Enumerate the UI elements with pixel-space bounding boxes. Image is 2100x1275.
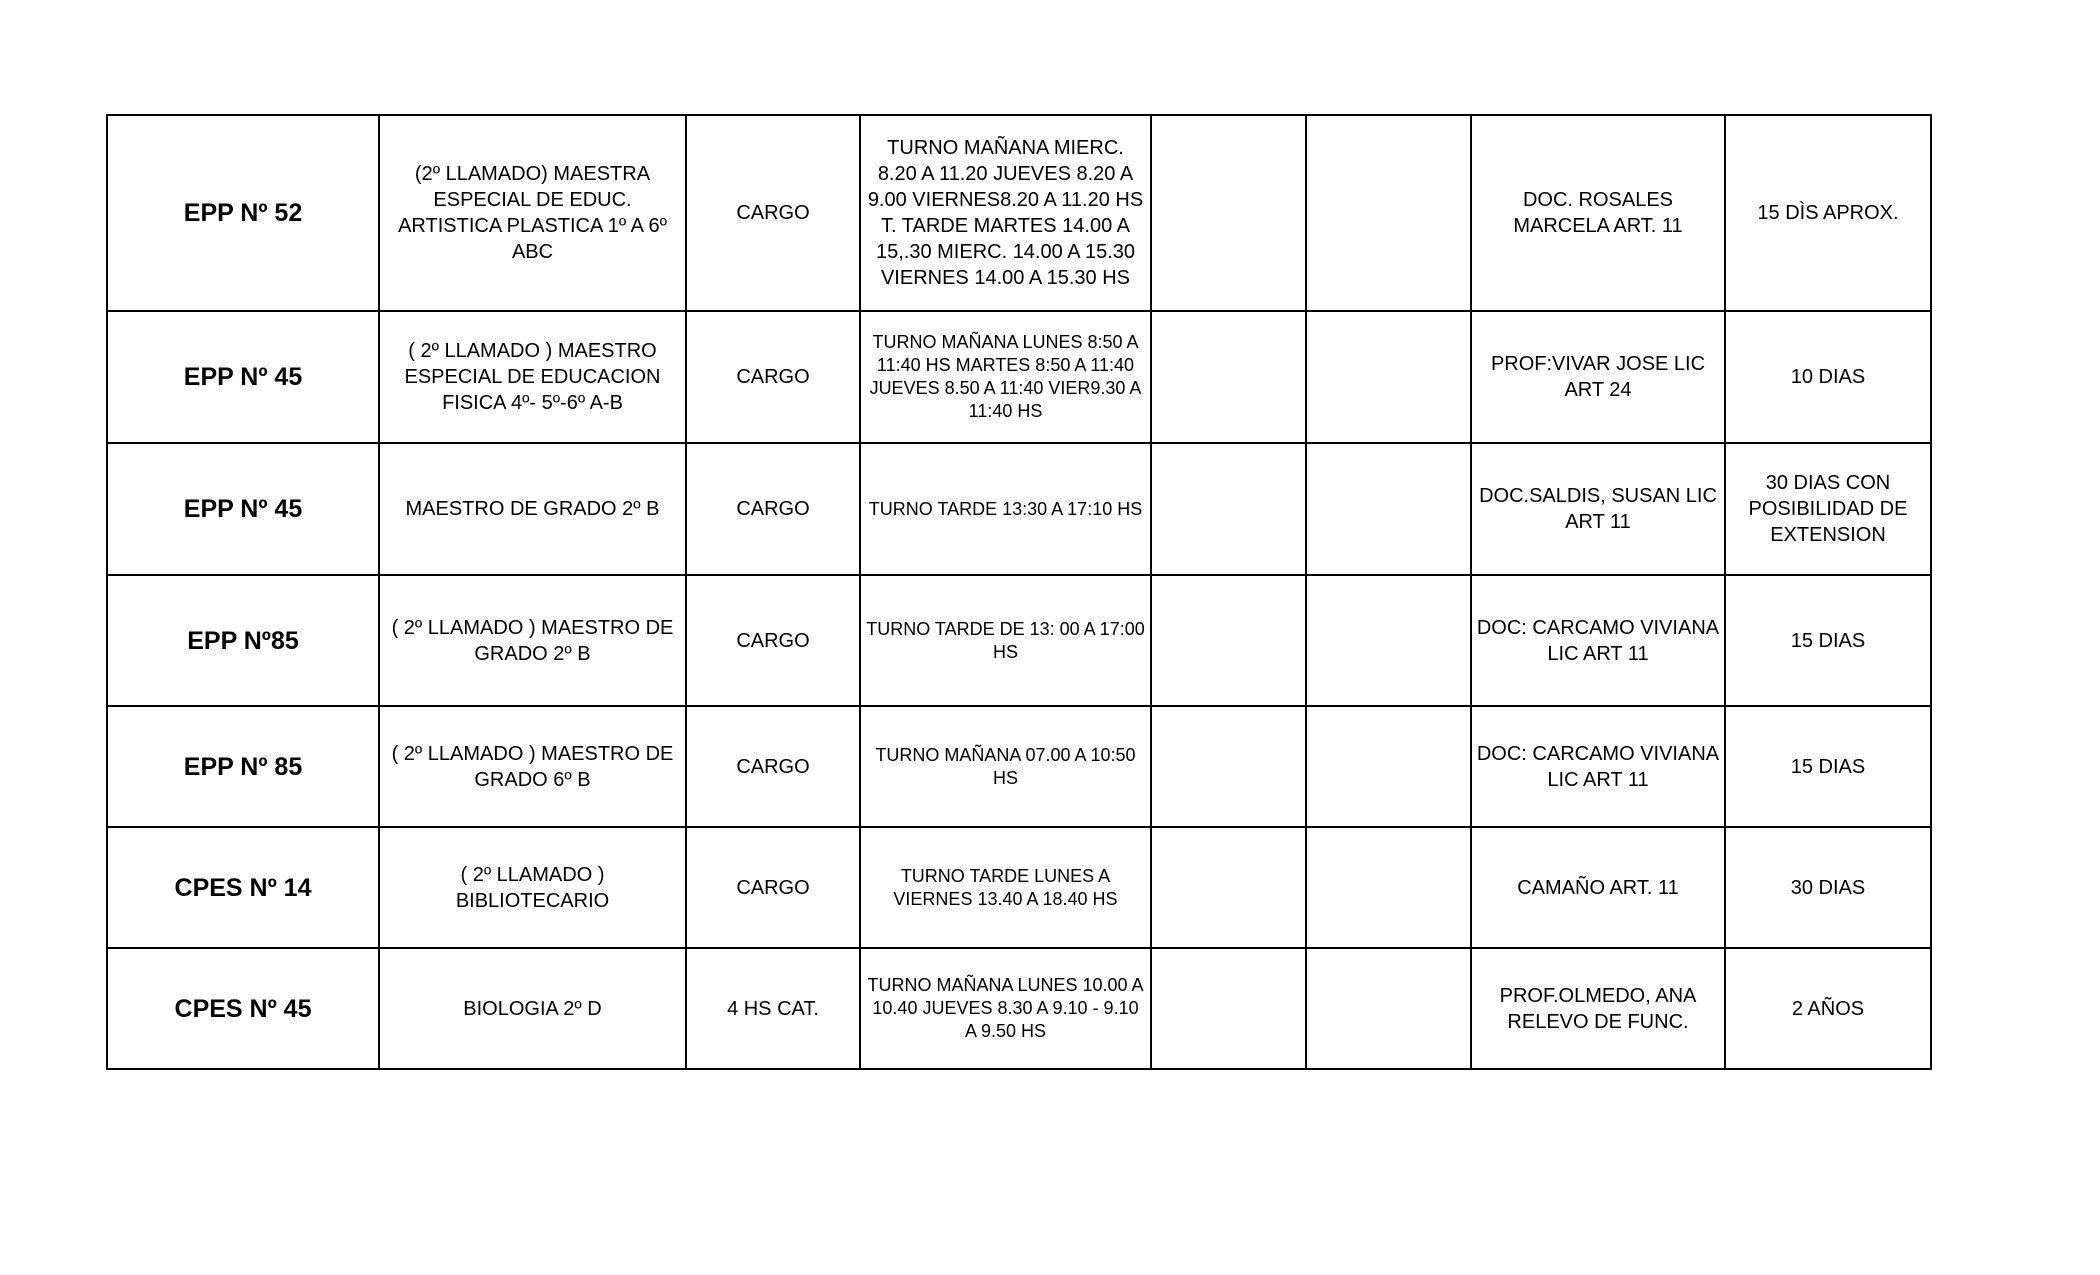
empty-cell [1306, 827, 1471, 948]
school-cell: EPP Nº 45 [107, 443, 379, 575]
position-cell: ( 2º LLAMADO ) BIBLIOTECARIO [379, 827, 686, 948]
empty-cell [1306, 948, 1471, 1069]
school-cell: CPES Nº 14 [107, 827, 379, 948]
duration-cell: 30 DIAS CON POSIBILIDAD DE EXTENSION [1725, 443, 1931, 575]
empty-cell [1151, 827, 1306, 948]
school-cell: CPES Nº 45 [107, 948, 379, 1069]
duration-cell: 15 DIAS [1725, 706, 1931, 827]
table-row [107, 115, 1931, 311]
empty-cell [1151, 115, 1306, 311]
holder-cell: DOC: CARCAMO VIVIANA LIC ART 11 [1471, 706, 1725, 827]
vacancies-table [106, 114, 1932, 1070]
school-cell: EPP Nº 52 [107, 115, 379, 311]
position-cell: (2º LLAMADO) MAESTRA ESPECIAL DE EDUC. ARTISTICA PLASTICA 1º A 6º ABC [379, 115, 686, 311]
position-cell: ( 2º LLAMADO ) MAESTRO DE GRADO 2º B [379, 575, 686, 706]
school-cell: EPP Nº 85 [107, 706, 379, 827]
empty-cell [1306, 706, 1471, 827]
table-row [107, 706, 1931, 827]
type-cell: CARGO [686, 706, 860, 827]
position-cell: MAESTRO DE GRADO 2º B [379, 443, 686, 575]
schedule-cell: TURNO TARDE DE 13: 00 A 17:00 HS [860, 575, 1151, 706]
table-row [107, 948, 1931, 1069]
type-cell: CARGO [686, 575, 860, 706]
type-cell: CARGO [686, 443, 860, 575]
type-cell: CARGO [686, 827, 860, 948]
holder-cell: DOC. ROSALES MARCELA ART. 11 [1471, 115, 1725, 311]
position-cell: ( 2º LLAMADO ) MAESTRO DE GRADO 6º B [379, 706, 686, 827]
schedule-cell: TURNO MAÑANA MIERC. 8.20 A 11.20 JUEVES 8.20 A 9.00 VIERNES8.20 A 11.20 HS T. TARDE MARTES 14.00 A 15,.30 MIERC. 14.00 A 15.30 VIERNES 14.00 A 15.30 HS [860, 115, 1151, 311]
schedule-cell: TURNO TARDE 13:30 A 17:10 HS [860, 443, 1151, 575]
duration-cell: 10 DIAS [1725, 311, 1931, 443]
school-cell: EPP Nº85 [107, 575, 379, 706]
empty-cell [1151, 443, 1306, 575]
school-cell: EPP Nº 45 [107, 311, 379, 443]
schedule-cell: TURNO MAÑANA 07.00 A 10:50 HS [860, 706, 1151, 827]
empty-cell [1306, 443, 1471, 575]
empty-cell [1151, 575, 1306, 706]
position-cell: ( 2º LLAMADO ) MAESTRO ESPECIAL DE EDUCACION FISICA 4º- 5º-6º A-B [379, 311, 686, 443]
holder-cell: PROF.OLMEDO, ANA RELEVO DE FUNC. [1471, 948, 1725, 1069]
holder-cell: DOC.SALDIS, SUSAN LIC ART 11 [1471, 443, 1725, 575]
empty-cell [1306, 311, 1471, 443]
holder-cell: CAMAÑO ART. 11 [1471, 827, 1725, 948]
position-cell: BIOLOGIA 2º D [379, 948, 686, 1069]
duration-cell: 15 DÌS APROX. [1725, 115, 1931, 311]
table-row [107, 443, 1931, 575]
duration-cell: 30 DIAS [1725, 827, 1931, 948]
type-cell: CARGO [686, 115, 860, 311]
empty-cell [1306, 115, 1471, 311]
type-cell: CARGO [686, 311, 860, 443]
holder-cell: PROF:VIVAR JOSE LIC ART 24 [1471, 311, 1725, 443]
table-row [107, 311, 1931, 443]
empty-cell [1151, 706, 1306, 827]
schedule-cell: TURNO MAÑANA LUNES 10.00 A 10.40 JUEVES 8.30 A 9.10 - 9.10 A 9.50 HS [860, 948, 1151, 1069]
empty-cell [1306, 575, 1471, 706]
table-row [107, 827, 1931, 948]
duration-cell: 2 AÑOS [1725, 948, 1931, 1069]
type-cell: 4 HS CAT. [686, 948, 860, 1069]
empty-cell [1151, 311, 1306, 443]
schedule-cell: TURNO TARDE LUNES A VIERNES 13.40 A 18.40 HS [860, 827, 1151, 948]
schedule-cell: TURNO MAÑANA LUNES 8:50 A 11:40 HS MARTES 8:50 A 11:40 JUEVES 8.50 A 11:40 VIER9.30 A 11:40 HS [860, 311, 1151, 443]
empty-cell [1151, 948, 1306, 1069]
holder-cell: DOC: CARCAMO VIVIANA LIC ART 11 [1471, 575, 1725, 706]
table-row [107, 575, 1931, 706]
duration-cell: 15 DIAS [1725, 575, 1931, 706]
